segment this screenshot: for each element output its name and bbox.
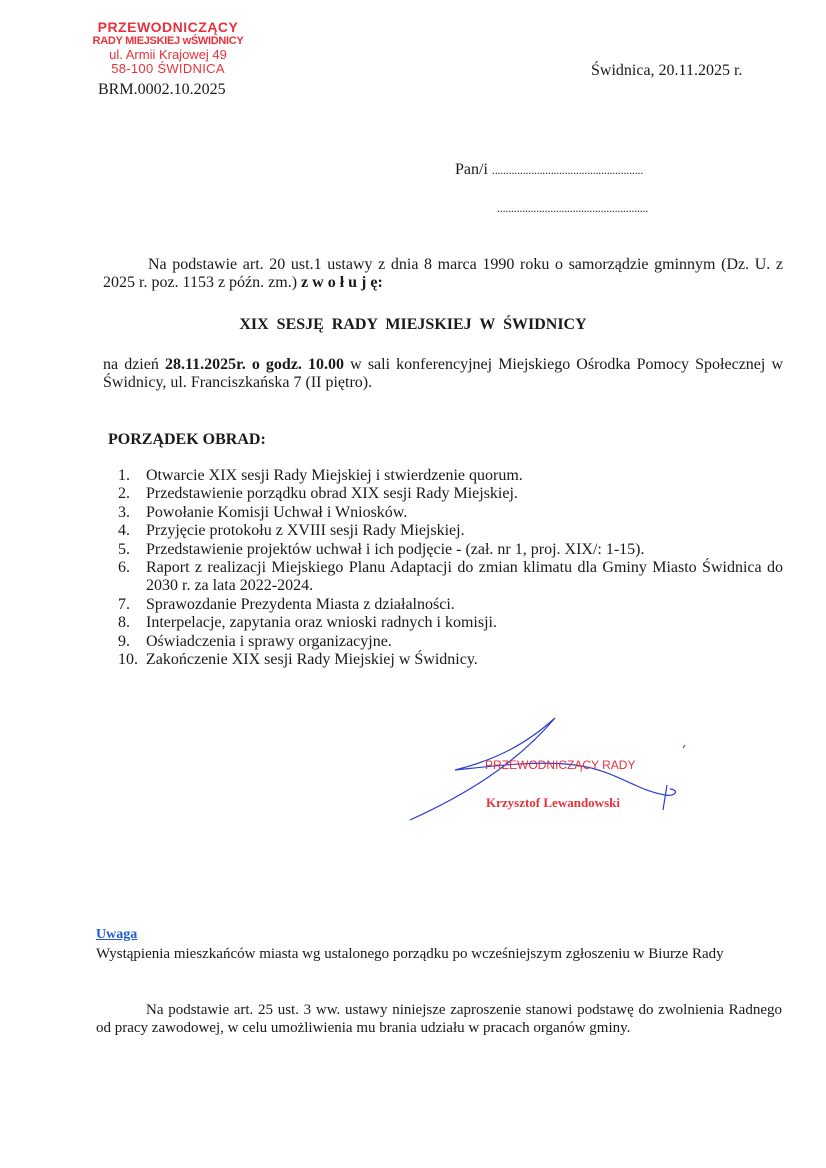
agenda-list: [118, 467, 783, 669]
closing-paragraph: Na podstawie art. 25 ust. 3 ww. ustawy niniejsze zaproszenie stanowi podstawę do zwolnienia Radnego od pracy zawodowej, w celu umożliwienia mu brania udziału w pracach organów gminy.: [96, 1002, 782, 1036]
session-date-time: 28.11.2025r. o godz. 10.00: [164, 356, 345, 373]
agenda-item: [118, 467, 783, 485]
agenda-item-number: 7.: [118, 595, 130, 613]
agenda-item: [118, 522, 783, 540]
agenda-item: [118, 485, 783, 503]
intro-text: Na podstawie art. 20 ust.1 ustawy z dnia 8 marca 1990 roku o samorządzie gminnym (Dz. U. z 2025 r. poz. 1153 z późn. zm.): [103, 256, 783, 291]
agenda-item-text: Sprawozdanie Prezydenta Miasta z działalności.: [146, 595, 455, 613]
signature-title: PRZEWODNICZĄCY RADY: [485, 758, 636, 772]
agenda-item-text: Oświadczenia i sprawy organizacyjne.: [146, 632, 392, 650]
agenda-item-number: 3.: [118, 503, 130, 521]
stamp-line-1: PRZEWODNICZĄCY: [97, 19, 239, 35]
addressee-blank-1: ......................................................: [491, 163, 644, 177]
agenda-item-number: 10.: [118, 651, 138, 669]
stamp-line-2: RADY MIEJSKIEJ wŚWIDNICY: [92, 35, 244, 47]
agenda-item-number: 6.: [118, 559, 130, 577]
agenda-item-text: Przedstawienie porządku obrad XIX sesji Rady Miejskiej.: [146, 485, 518, 503]
agenda-item-text: Zakończenie XIX sesji Rady Miejskiej w Świdnicy.: [146, 651, 478, 669]
agenda-item-text: Przedstawienie projektów uchwał i ich podjęcie - (zał. nr 1, proj. XIX/: 1-15).: [146, 540, 645, 558]
agenda-item-number: 8.: [118, 614, 130, 632]
intro-paragraph: [103, 256, 783, 292]
session-details: [103, 356, 783, 392]
reference-number: BRM.0002.10.2025: [98, 81, 226, 98]
session-prefix: na dzień: [103, 356, 165, 373]
agenda-item-text: Przyjęcie protokołu z XVIII sesji Rady Miejskiej.: [146, 522, 465, 540]
official-stamp: [88, 20, 248, 76]
agenda-item-number: 9.: [118, 632, 130, 650]
session-location: w sali konferencyjnej Miejskiego Ośrodka Pomocy Społecznej w Świdnicy, ul. Franciszkańska 7 (II piętro).: [103, 356, 784, 391]
agenda-heading: PORZĄDEK OBRAD:: [108, 431, 266, 448]
agenda-item: [118, 504, 783, 522]
agenda-item: [118, 541, 783, 559]
note-text: Wystąpienia mieszkańców miasta wg ustalonego porządku po wcześniejszym zgłoszeniu w Biurze Rady: [96, 946, 724, 962]
agenda-item: [118, 651, 783, 669]
agenda-item-number: 2.: [118, 485, 130, 503]
addressee-line-1: [455, 161, 643, 179]
addressee-blank-2: ......................................................: [497, 201, 649, 215]
agenda-item-text: Powołanie Komisji Uchwał i Wniosków.: [146, 503, 408, 521]
agenda-item-text: Raport z realizacji Miejskiego Planu Adaptacji do zmian klimatu dla Gminy Miasto Świdnica do 2030 r. za lata 2022-2024.: [146, 559, 783, 595]
stamp-line-4: 58-100 ŚWIDNICA: [111, 61, 225, 76]
signature-name: Krzysztof Lewandowski: [486, 795, 620, 810]
note-heading: Uwaga: [96, 927, 138, 942]
agenda-item-text: Interpelacje, zapytania oraz wnioski radnych i komisji.: [146, 614, 497, 632]
session-title: XIX SESJĘ RADY MIEJSKIEJ W ŚWIDNICY: [239, 316, 587, 333]
agenda-item-number: 5.: [118, 540, 130, 558]
place-date: Świdnica, 20.11.2025 r.: [591, 62, 743, 79]
agenda-item: [118, 559, 783, 596]
agenda-item-number: 4.: [118, 522, 130, 540]
agenda-item: [118, 633, 783, 651]
stamp-line-3: ul. Armii Krajowej 49: [109, 47, 227, 62]
addressee-label: Pan/i: [455, 161, 488, 178]
agenda-item: [118, 596, 783, 614]
intro-emphasis: z w o ł u j ę:: [301, 274, 383, 291]
agenda-item: [118, 614, 783, 632]
agenda-item-text: Otwarcie XIX sesji Rady Miejskiej i stwierdzenie quorum.: [146, 467, 523, 484]
agenda-item-number: 1.: [118, 467, 130, 484]
